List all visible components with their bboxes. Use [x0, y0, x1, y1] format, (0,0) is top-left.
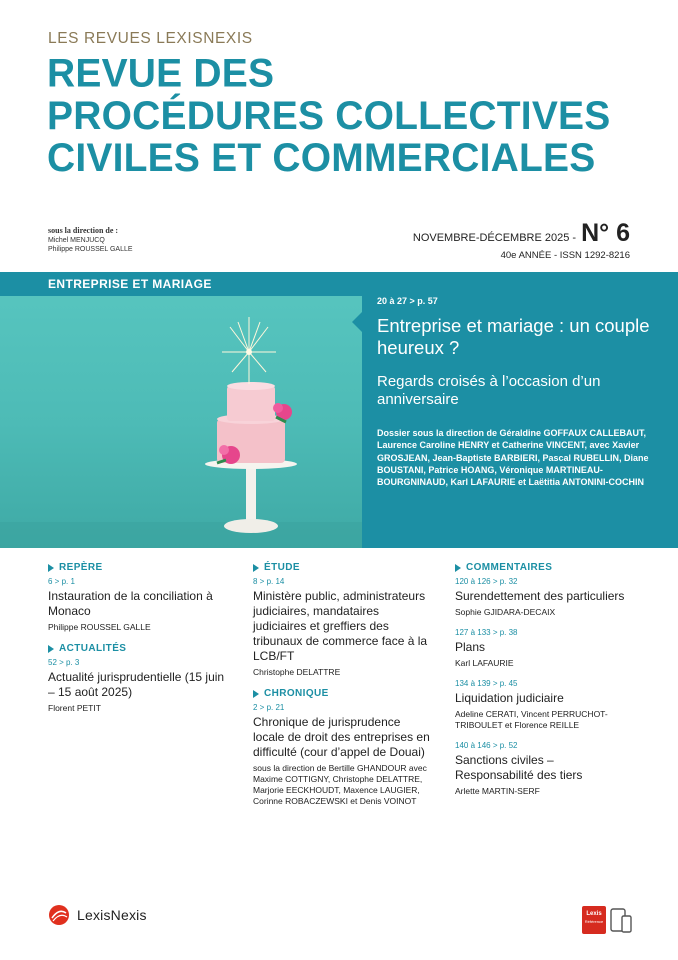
column-right: [455, 562, 635, 807]
article-entry[interactable]: [253, 577, 431, 678]
section-label: ÉTUDE: [264, 562, 300, 573]
editorial-direction: [48, 226, 133, 255]
article-title: Actualité jurisprudentielle (15 juin – 15 août 2025): [48, 670, 225, 700]
article-ref: 6 > p. 1: [48, 577, 75, 586]
article-entry[interactable]: [455, 679, 635, 731]
dossier-panel: [362, 272, 678, 548]
column-middle: [253, 562, 431, 817]
issue-number: N° 6: [581, 219, 630, 247]
lexis-badge: [582, 906, 606, 934]
article-ref: 140 à 146 > p. 52: [455, 741, 518, 751]
lexisnexis-swirl-icon: [48, 904, 70, 926]
issue-date: NOVEMBRE-DÉCEMBRE 2025 -: [412, 232, 577, 244]
article-author: Christophe DELATTRE: [253, 667, 341, 677]
panel-notch: [352, 312, 362, 332]
article-ref: 127 à 133 > p. 38: [455, 628, 518, 638]
section-label: ACTUALITÉS: [59, 643, 127, 655]
article-title: Chronique de jurisprudence locale de droit des entreprises en difficulté (cour d’appel de Douai): [253, 715, 430, 760]
section-header: [48, 562, 228, 573]
article-title: Surendettement des particuliers: [455, 589, 625, 603]
title-line: REVUE DES: [47, 51, 275, 96]
director-name: Michel MENJUCQ: [48, 237, 105, 245]
article-ref: 52 > p. 3: [48, 658, 80, 668]
article-entry[interactable]: [48, 658, 228, 714]
theme-label: ENTREPRISE ET MARIAGE: [48, 277, 212, 291]
article-ref: 134 à 139 > p. 45: [455, 679, 518, 689]
triangle-icon: [455, 564, 461, 572]
section-header: [455, 562, 635, 573]
article-title: Plans: [455, 640, 486, 655]
article-title: Liquidation judiciaire: [455, 691, 564, 706]
article-title: Instauration de la conciliation à Monaco: [48, 589, 213, 618]
dossier-authors: Dossier sous la direction de Géraldine GOFFAUX CALLEBAUT, Laurence Caroline HENRY et Catherine VINCENT, avec Xavier GROSJEAN, Jean-Baptiste BARBIERI, Pascal RUBELLIN, Diane BOUSTANI, Patrice HOANG, Véronique MARTINEAU-BOURGNINAUD, Karl LAFAURIE et Laëtitia ANTONINI-COCHIN: [377, 428, 649, 488]
publisher-name: LES REVUES LEXISNEXIS: [48, 30, 253, 47]
column-left: [48, 562, 228, 724]
article-entry[interactable]: [455, 628, 635, 669]
article-entry[interactable]: [455, 577, 635, 618]
article-ref: 120 à 126 > p. 32: [455, 577, 518, 586]
issue-year-issn: 40e ANNÉE - ISSN 1292-8216: [500, 250, 630, 261]
triangle-icon: [48, 564, 54, 572]
article-author: Philippe ROUSSEL GALLE: [48, 622, 151, 632]
section-label: REPÈRE: [59, 562, 103, 573]
article-entry[interactable]: [48, 577, 228, 633]
devices-icon: [610, 908, 632, 934]
wedding-cake-illustration: [0, 272, 362, 548]
direction-label: sous la direction de :: [48, 226, 119, 235]
hero-section: [0, 272, 678, 548]
article-title: Ministère public, administrateurs judiciaires, mandataires judiciaires et greffiers des tribunaux de commerce face à la LCB/FT: [253, 589, 428, 663]
issue-info: [413, 219, 630, 261]
badge-label: Lexis: [586, 911, 602, 917]
dossier-ref: 20 à 27 > p. 57: [377, 296, 438, 306]
triangle-icon: [48, 645, 54, 653]
triangle-icon: [253, 690, 259, 698]
badge-sublabel: Référence: [584, 919, 604, 924]
director-name: Philippe ROUSSEL GALLE: [48, 246, 133, 254]
issue-line: [413, 219, 630, 248]
title-line: CIVILES ET COMMERCIALES: [47, 136, 596, 181]
article-ref: 8 > p. 14: [253, 577, 285, 586]
section-header: [253, 688, 431, 699]
title-line: PROCÉDURES COLLECTIVES: [47, 94, 611, 139]
article-ref: 2 > p. 21: [253, 703, 285, 713]
section-label: COMMENTAIRES: [466, 562, 553, 573]
cover-photo: [0, 272, 362, 548]
brand-name: LexisNexis: [77, 907, 147, 923]
article-author: Sophie GJIDARA-DECAIX: [455, 607, 556, 617]
triangle-icon: [253, 564, 259, 572]
article-author: sous la direction de Bertille GHANDOUR avec Maxime COTTIGNY, Christophe DELATTRE, Marjorie EECKHOUDT, Maxence LAUGIER, Corinne ROBACZEWSKI et Denis VOINOT: [253, 763, 427, 807]
article-title: Sanctions civiles – Responsabilité des tiers: [455, 753, 583, 783]
article-author: Karl LAFAURIE: [455, 658, 514, 669]
lexisnexis-logo: [48, 904, 147, 926]
article-author: Arlette MARTIN-SERF: [455, 786, 540, 797]
article-entry[interactable]: [455, 741, 635, 797]
section-header: [48, 643, 228, 654]
theme-bar: [0, 272, 362, 296]
journal-title: [47, 53, 667, 181]
section-header: [253, 562, 431, 573]
article-author: Florent PETIT: [48, 703, 101, 714]
dossier-headline: Entreprise et mariage : un couple heureux ?: [377, 315, 650, 358]
dossier-subheadline: Regards croisés à l’occasion d’un anniversaire: [377, 373, 601, 408]
section-label: CHRONIQUE: [264, 688, 329, 700]
article-entry[interactable]: [253, 703, 431, 807]
article-author: Adeline CERATI, Vincent PERRUCHOT-TRIBOULET et Florence REILLE: [455, 709, 608, 731]
